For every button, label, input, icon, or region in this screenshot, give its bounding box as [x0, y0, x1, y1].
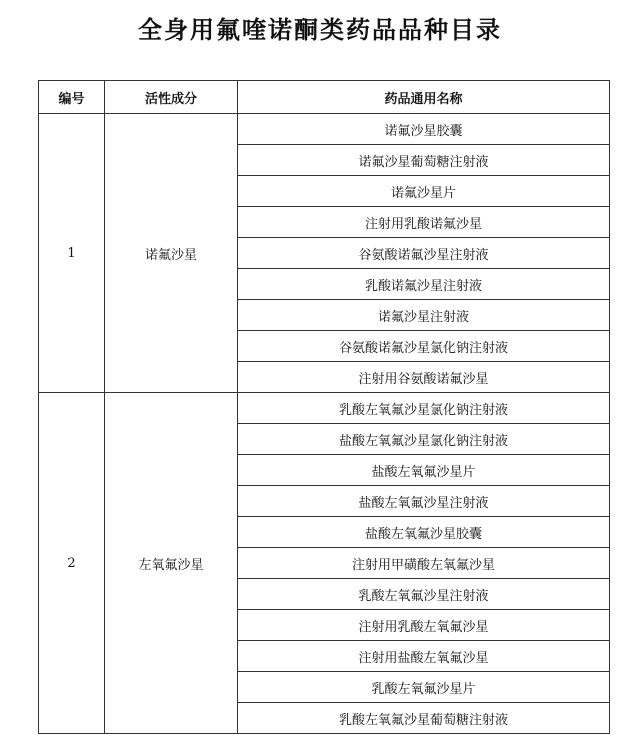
drug-name: 谷氨酸诺氟沙星氯化钠注射液 — [238, 331, 610, 362]
drug-name: 乳酸左氧氟沙星片 — [238, 672, 610, 703]
drug-name: 注射用乳酸诺氟沙星 — [238, 207, 610, 238]
group-ingredient: 诺氟沙星 — [105, 114, 238, 393]
drug-name: 盐酸左氧氟沙星片 — [238, 455, 610, 486]
drug-catalog-table — [38, 80, 610, 734]
drug-name: 诺氟沙星胶囊 — [238, 114, 610, 145]
drug-name: 盐酸左氧氟沙星注射液 — [238, 486, 610, 517]
drug-name: 诺氟沙星片 — [238, 176, 610, 207]
drug-name: 注射用乳酸左氧氟沙星 — [238, 610, 610, 641]
page-title: 全身用氟喹诺酮类药品品种目录 — [138, 16, 502, 44]
drug-name: 注射用谷氨酸诺氟沙星 — [238, 362, 610, 393]
header-row — [39, 81, 610, 114]
header-generic-name: 药品通用名称 — [238, 81, 610, 114]
drug-name: 注射用盐酸左氧氟沙星 — [238, 641, 610, 672]
drug-name: 谷氨酸诺氟沙星注射液 — [238, 238, 610, 269]
header-ingredient: 活性成分 — [105, 81, 238, 114]
group-number: 1 — [39, 114, 105, 393]
drug-name: 乳酸左氧氟沙星葡萄糖注射液 — [238, 703, 610, 734]
drug-name: 乳酸左氧氟沙星氯化钠注射液 — [238, 393, 610, 424]
table-row — [39, 114, 610, 145]
drug-name: 乳酸诺氟沙星注射液 — [238, 269, 610, 300]
group-ingredient: 左氧氟沙星 — [105, 393, 238, 734]
drug-name: 注射用甲磺酸左氧氟沙星 — [238, 548, 610, 579]
table-row — [39, 393, 610, 424]
drug-name: 诺氟沙星葡萄糖注射液 — [238, 145, 610, 176]
header-number: 编号 — [39, 81, 105, 114]
drug-name: 盐酸左氧氟沙星氯化钠注射液 — [238, 424, 610, 455]
drug-name: 诺氟沙星注射液 — [238, 300, 610, 331]
group-number: 2 — [39, 393, 105, 734]
drug-name: 乳酸左氧氟沙星注射液 — [238, 579, 610, 610]
drug-name: 盐酸左氧氟沙星胶囊 — [238, 517, 610, 548]
